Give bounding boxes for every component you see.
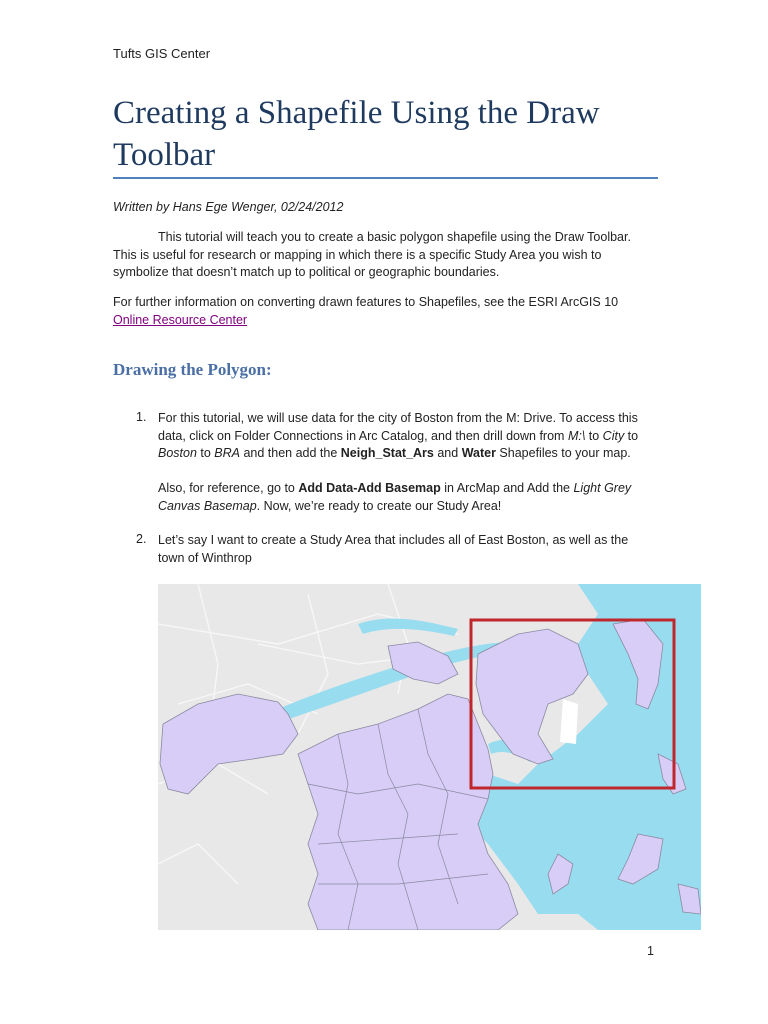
step-1-number: 1. xyxy=(136,410,147,424)
step-1-neigh-stat-ars: Neigh_Stat_Ars xyxy=(340,446,434,460)
step-1-path-city: City xyxy=(602,428,625,443)
step-1-path-boston: Boston xyxy=(158,446,197,460)
page-number: 1 xyxy=(647,944,654,958)
intro-line-1: This tutorial will teach you to create a basic polygon shapefile using the Draw Toolbar. xyxy=(158,230,631,244)
step-1-text xyxy=(158,410,658,463)
map-svg xyxy=(158,584,701,930)
intro-paragraph xyxy=(113,229,658,282)
author-byline: Written by Hans Ege Wenger, 02/24/2012 xyxy=(113,200,344,214)
airport-runway-area xyxy=(560,699,578,744)
step-1-line-2a: data, click on Folder Connections in Arc Catalog, and then drill down from xyxy=(158,428,568,443)
step-2-number: 2. xyxy=(136,532,147,546)
step-1-line-2e: to xyxy=(624,428,639,443)
section-heading: Drawing the Polygon: xyxy=(113,360,272,379)
step-1-path-m: M:\ xyxy=(567,428,586,443)
step-1-line-1: For this tutorial, we will use data for the city of Boston from the M: Drive. To access this xyxy=(158,411,638,425)
online-resource-center-link[interactable]: Online Resource Center xyxy=(113,312,248,327)
step-1-line-2c: to xyxy=(585,428,603,443)
title-underline xyxy=(113,177,658,179)
step-1-line-4a: Also, for reference, go to xyxy=(158,481,299,495)
page-header: Tufts GIS Center xyxy=(113,46,211,61)
step-1-reference-text xyxy=(158,480,658,515)
intro-line-3: symbolize that doesn’t match up to political or geographic boundaries. xyxy=(113,265,500,279)
title-line-1: Creating a Shapefile Using the Draw xyxy=(113,95,600,131)
resource-line-1: For further information on converting drawn features to Shapefiles, see the ESRI ArcGIS 10 xyxy=(113,295,619,309)
intro-line-2: This is useful for research or mapping in which there is a specific Study Area you wish to xyxy=(113,247,602,262)
step-1-light-grey: Light Grey xyxy=(573,481,632,495)
step-1-line-4c: in ArcMap and Add the xyxy=(440,481,574,495)
step-2-line-1: Let’s say I want to create a Study Area that includes all of East Boston, as well as the xyxy=(158,533,629,547)
step-1-line-3d: and then add the xyxy=(240,446,341,460)
title-line-2: Toolbar xyxy=(113,137,216,173)
resource-paragraph xyxy=(113,294,658,329)
step-2-line-2: town of Winthrop xyxy=(158,550,252,565)
boston-map-screenshot xyxy=(158,584,701,930)
page-title xyxy=(113,92,658,176)
step-1-line-3f: and xyxy=(433,446,462,460)
step-1-path-bra: BRA xyxy=(214,446,240,460)
step-1-line-5b: . Now, we’re ready to create our Study Area! xyxy=(256,498,502,513)
step-1-add-basemap: Add Data-Add Basemap xyxy=(298,481,441,495)
step-1-water: Water xyxy=(461,446,496,460)
step-1-line-3h: Shapefiles to your map. xyxy=(495,446,631,460)
step-1-line-3b: to xyxy=(196,446,215,460)
step-1-canvas-basemap: Canvas Basemap xyxy=(158,498,257,513)
step-2-text xyxy=(158,532,658,567)
